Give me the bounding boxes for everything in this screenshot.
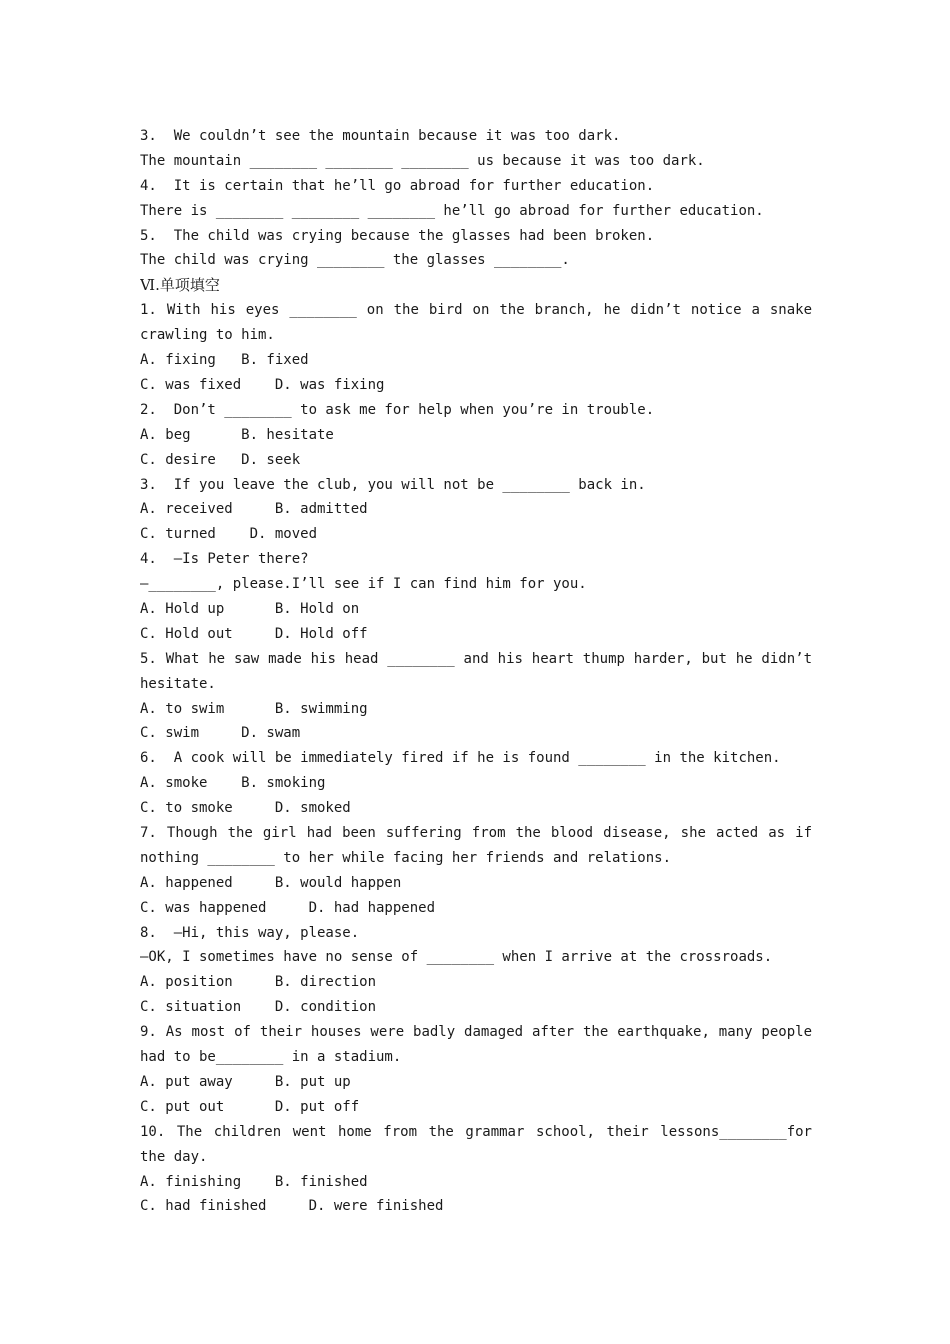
mc-options-2b: C. desire D. seek: [140, 451, 301, 468]
mc-options-10b: C. had finished D. were finished: [140, 1198, 444, 1215]
mc-options-3a: A. received B. admitted: [140, 501, 368, 518]
mc-options-6b: C. to smoke D. smoked: [140, 800, 351, 817]
mc-options-6a: A. smoke B. smoking: [140, 775, 326, 792]
mc-options-8b: C. situation D. condition: [140, 999, 377, 1016]
mc-options-3b: C. turned D. moved: [140, 526, 318, 543]
question-5-original: 5. The child was crying because the glasses had been broken.: [140, 227, 655, 244]
question-3-rewrite: The mountain ________ ________ ________ us because it was too dark.: [140, 152, 705, 169]
mc-question-1: 1. With his eyes ________ on the bird on the branch, he didn’t notice a snake crawling to him.: [140, 302, 812, 344]
mc-question-4: 4. —Is Peter there?: [140, 551, 309, 568]
mc-question-7: 7. Though the girl had been suffering from the blood disease, she acted as if nothing ________ to her while facing her friends and relations.: [140, 825, 812, 866]
mc-options-4a: A. Hold up B. Hold on: [140, 600, 360, 617]
mc-question-6: 6. A cook will be immediately fired if he is found ________ in the kitchen.: [140, 750, 781, 767]
worksheet-page: [140, 124, 812, 1219]
mc-options-10a: A. finishing B. finished: [140, 1173, 368, 1190]
mc-question-8: 8. —Hi, this way, please.: [140, 924, 360, 941]
mc-options-7b: C. was happened D. had happened: [140, 899, 436, 916]
mc-question-10: 10. The children went home from the grammar school, their lessons________for the day.: [140, 1123, 812, 1165]
question-4-original: 4. It is certain that he’ll go abroad for further education.: [140, 177, 655, 194]
mc-question-8-reply: —OK, I sometimes have no sense of ________ when I arrive at the crossroads.: [140, 949, 773, 966]
mc-question-3: 3. If you leave the club, you will not be ________ back in.: [140, 476, 646, 493]
question-3-original: 3. We couldn’t see the mountain because it was too dark.: [140, 128, 621, 144]
mc-options-5a: A. to swim B. swimming: [140, 700, 368, 717]
mc-question-5: 5. What he saw made his head ________ and his heart thump harder, but he didn’t hesitate.: [140, 650, 812, 692]
mc-question-4-reply: —________, please.I’ll see if I can find him for you.: [140, 576, 587, 593]
mc-options-2a: A. beg B. hesitate: [140, 426, 334, 443]
mc-options-1b: C. was fixed D. was fixing: [140, 376, 385, 393]
mc-options-9b: C. put out D. put off: [140, 1098, 360, 1115]
question-4-rewrite: There is ________ ________ ________ he’ll go abroad for further education.: [140, 202, 764, 219]
question-5-rewrite: The child was crying ________ the glasses ________.: [140, 252, 570, 269]
mc-options-8a: A. position B. direction: [140, 974, 377, 991]
mc-options-1a: A. fixing B. fixed: [140, 352, 309, 369]
mc-options-4b: C. Hold out D. Hold off: [140, 625, 368, 642]
mc-options-9a: A. put away B. put up: [140, 1073, 351, 1090]
section-heading: Ⅵ.单项填空: [140, 276, 220, 295]
mc-options-5b: C. swim D. swam: [140, 725, 301, 742]
mc-question-9: 9. As most of their houses were badly damaged after the earthquake, many people had to be________ in a stadium.: [140, 1024, 812, 1066]
mc-options-7a: A. happened B. would happen: [140, 874, 402, 891]
mc-question-2: 2. Don’t ________ to ask me for help when you’re in trouble.: [140, 401, 655, 418]
